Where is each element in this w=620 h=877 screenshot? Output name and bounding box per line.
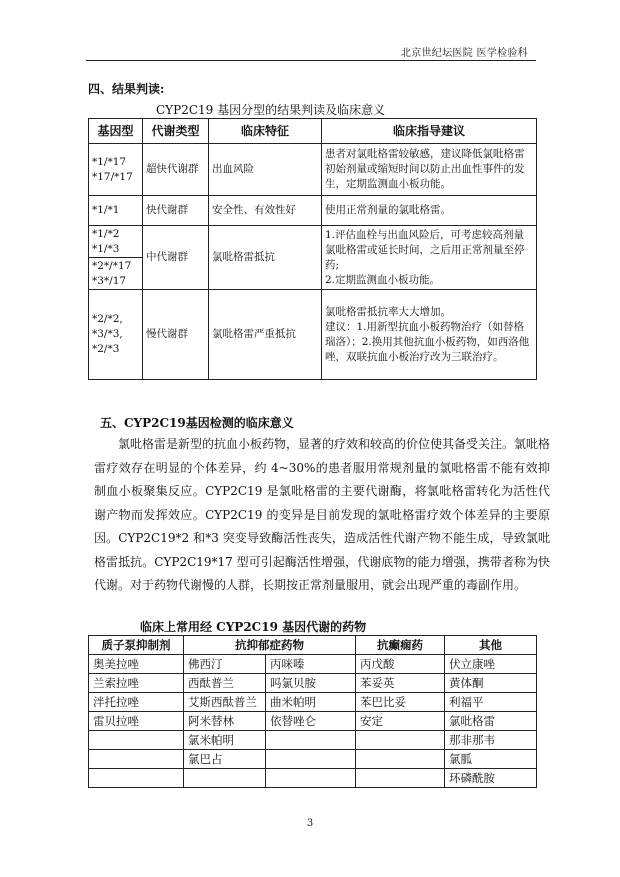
drug-cell: 苯巴比妥 xyxy=(356,693,445,712)
advice-cell xyxy=(322,226,537,290)
metabolizer-type-cell: 快代谢群 xyxy=(143,196,209,226)
genotype-cell: *1/*1 xyxy=(89,196,143,226)
drug-cell: 氯胍 xyxy=(445,750,537,769)
drug-cell: 雷贝拉唑 xyxy=(89,712,184,731)
metabolizer-type-cell: 超快代谢群 xyxy=(143,144,209,196)
page-number: 3 xyxy=(306,818,314,829)
drug-cell: 艾斯西酞普兰 xyxy=(184,693,266,712)
drug-cell: 安定 xyxy=(356,712,445,731)
column-header: 抗抑郁症药物 xyxy=(184,636,356,655)
column-header: 抗癫痫药 xyxy=(356,636,445,655)
drug-cell xyxy=(89,769,184,788)
drug-table-body xyxy=(89,655,537,788)
drug-cell: 环磷酰胺 xyxy=(445,769,537,788)
drug-cell xyxy=(356,731,445,750)
drug-cell xyxy=(266,731,356,750)
table-row xyxy=(89,290,537,380)
drug-cell: 兰索拉唑 xyxy=(89,674,184,693)
advice-line: 2.定期监测血小板功能。 xyxy=(325,273,441,286)
section-4-heading: 四、结果判读: xyxy=(88,82,165,96)
drug-cell: 依替唑仑 xyxy=(266,712,356,731)
drug-cell: 苯妥英 xyxy=(356,674,445,693)
column-header: 临床特征 xyxy=(209,119,322,144)
genotype: *1/*3 xyxy=(92,242,120,255)
table-header-row xyxy=(89,636,537,655)
genotype: *1/*17 xyxy=(92,155,127,168)
drug-cell: 泮托拉唑 xyxy=(89,693,184,712)
metabolizer-type-cell: 慢代谢群 xyxy=(143,290,209,380)
drug-cell xyxy=(356,769,445,788)
table-row xyxy=(89,750,537,769)
genotype: *17/*17 xyxy=(92,170,133,183)
table-row xyxy=(89,674,537,693)
drug-cell xyxy=(89,731,184,750)
genotype-cell xyxy=(89,290,143,380)
genotype: *2*/*17 xyxy=(92,259,132,272)
drug-table-caption: 临床上常用经 CYP2C19 基因代谢的药物 xyxy=(140,620,367,634)
clinical-feature-cell: 安全性、有效性好 xyxy=(209,196,322,226)
drug-table xyxy=(88,635,537,788)
clinical-feature-cell: 出血风险 xyxy=(209,144,322,196)
genotype: *2/*3 xyxy=(92,343,120,355)
header-rule xyxy=(86,60,536,61)
drug-cell: 氯吡格雷 xyxy=(445,712,537,731)
table-row xyxy=(89,769,537,788)
drug-cell: 阿米替林 xyxy=(184,712,266,731)
drug-cell: 利福平 xyxy=(445,693,537,712)
drug-cell: 丙戊酸 xyxy=(356,655,445,674)
advice-cell xyxy=(322,290,537,380)
page-header: 北京世纪坛医院 医学检验科 xyxy=(400,48,528,59)
table-row xyxy=(89,731,537,750)
advice-line: 1.评估血栓与出血风险后，可考虑较高剂量氯吡格雷或延长时间，之后用正常剂量至停药; xyxy=(325,228,525,271)
drug-cell: 黄体酮 xyxy=(445,674,537,693)
section-5-heading: 五、CYP2C19基因检测的临床意义 xyxy=(100,416,294,430)
genotype-interpretation-table xyxy=(88,118,537,380)
genotype: *3/*3, xyxy=(92,328,123,340)
drug-cell: 氯米帕明 xyxy=(184,731,266,750)
drug-cell xyxy=(184,769,266,788)
clinical-feature-cell: 氯吡格雷严重抵抗 xyxy=(209,290,322,380)
column-header: 基因型 xyxy=(89,119,143,144)
advice-cell: 使用正常剂量的氯吡格雷。 xyxy=(322,196,537,226)
drug-cell: 曲米帕明 xyxy=(266,693,356,712)
drug-cell: 伏立康唑 xyxy=(445,655,537,674)
section-5-paragraph: 氯吡格雷是新型的抗血小板药物，显著的疗效和较高的价位使其备受关注。氯吡格雷疗效存在明显的个体差异，约 4~30%的患者服用常规剂量的氯吡格雷不能有效抑制血小板聚集反应。CYP2C19 是氯吡格雷的主要代谢酶，将氯吡格雷转化为活性代谢产物而发挥效应。CYP2C19 的变异是目前发现的氯吡格雷疗效个体差异的主要原因。CYP2C19*2 和*3 突变导致酶活性丧失，造成活性代谢产物不能生成，导致氯吡格雷抵抗。CYP2C19*17 型可引起酶活性增强，代谢底物的能力增强，携带者称为快代谢。对于药物代谢慢的人群，长期按正常剂量服用，就会出现严重的毒副作用。 xyxy=(94,437,551,592)
column-header: 其他 xyxy=(445,636,537,655)
table-1-caption: CYP2C19 基因分型的结果判读及临床意义 xyxy=(156,103,386,117)
genotype-cell xyxy=(89,258,143,290)
drug-cell: 奥美拉唑 xyxy=(89,655,184,674)
genotype: *2/*2, xyxy=(92,313,123,325)
table-row xyxy=(89,226,537,258)
column-header: 质子泵抑制剂 xyxy=(89,636,184,655)
table-row xyxy=(89,712,537,731)
table-header-row xyxy=(89,119,537,144)
drug-cell xyxy=(356,750,445,769)
table-row xyxy=(89,196,537,226)
table-row xyxy=(89,144,537,196)
column-header: 代谢类型 xyxy=(143,119,209,144)
advice-line: 建议：1.用新型抗血小板药物治疗（如替格瑞洛）；2.换用其他抗血小板药物，如西洛他唑，双联抗血小板治疗改为三联治疗。 xyxy=(325,320,530,363)
column-header: 临床指导建议 xyxy=(322,119,537,144)
drug-cell: 氯巴占 xyxy=(184,750,266,769)
drug-cell: 丙咪嗪 xyxy=(266,655,356,674)
drug-cell: 西酞普兰 xyxy=(184,674,266,693)
drug-cell xyxy=(266,750,356,769)
genotype-cell xyxy=(89,144,143,196)
advice-cell: 患者对氯吡格雷较敏感，建议降低氯吡格雷初始剂量或缩短时间以防止出血性事件的发生，定期监测血小板功能。 xyxy=(322,144,537,196)
drug-cell xyxy=(266,769,356,788)
advice-line: 氯吡格雷抵抗率大大增加。 xyxy=(325,305,451,318)
clinical-feature-cell: 氯吡格雷抵抗 xyxy=(209,226,322,290)
table-row xyxy=(89,693,537,712)
drug-cell: 佛西汀 xyxy=(184,655,266,674)
drug-cell: 那非那韦 xyxy=(445,731,537,750)
drug-cell xyxy=(89,750,184,769)
genotype: *1/*2 xyxy=(92,227,120,240)
drug-cell: 吗氯贝胺 xyxy=(266,674,356,693)
metabolizer-type-cell: 中代谢群 xyxy=(143,226,209,290)
genotype-cell xyxy=(89,226,143,258)
genotype: *3*/17 xyxy=(92,274,127,287)
table-row xyxy=(89,655,537,674)
